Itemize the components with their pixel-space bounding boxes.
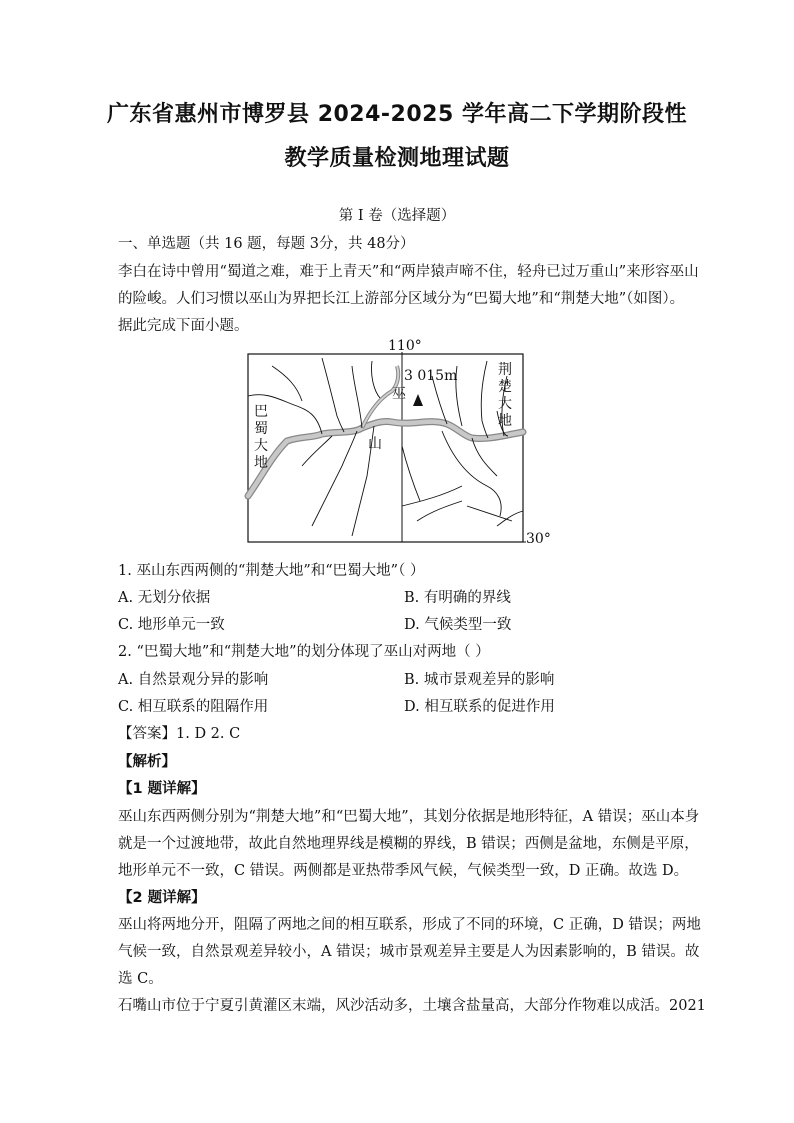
- map-shan-label: 山: [368, 436, 382, 452]
- wushan-map: [242, 336, 558, 550]
- answer-line: 【答案】1. D 2. C: [118, 726, 241, 742]
- detail-2-line: 气候一致，自然景观差异较小，A 错误；城市景观差异主要是人为因素影响的，B 错误。故: [118, 944, 700, 960]
- map-bashu-label: 地: [254, 455, 268, 471]
- detail-1-line: 地形单元不一致，C 错误。两侧都是亚热带季风气候，气候类型一致，D 正确。故选 D。: [118, 863, 689, 879]
- map-peak-label: 3 015m: [404, 368, 458, 384]
- next-passage-line: 石嘴山市位于宁夏引黄灌区末端，风沙活动多，土壤含盐量高，大部分作物难以成活。2021: [118, 998, 706, 1014]
- map-lon-label: 110°: [388, 338, 422, 354]
- map-wu-label: 巫: [392, 386, 406, 402]
- detail-1-heading: 【1 题详解】: [118, 781, 206, 797]
- map-jingchu-label: 地: [498, 413, 512, 429]
- q1-option-c: C. 地形单元一致: [118, 617, 225, 633]
- detail-1-line: 巫山东西两侧分别为“荆楚大地”和“巴蜀大地”，其划分依据是地形特征，A 错误；巫山本身: [118, 809, 700, 825]
- q1-option-d: D. 气候类型一致: [404, 617, 512, 633]
- intro-line: 据此完成下面小题。: [118, 318, 249, 334]
- q2-option-a: A. 自然景观分异的影响: [118, 672, 269, 688]
- map-jingchu-label: 荆: [498, 362, 512, 378]
- map-bashu-label: 蜀: [254, 421, 268, 437]
- page-title-line-2: 教学质量检测地理试题: [284, 146, 510, 171]
- map-frame: [248, 354, 523, 542]
- q2-option-d: D. 相互联系的促进作用: [404, 699, 555, 715]
- detail-2-line: 选 C。: [118, 971, 163, 987]
- q2-option-b: B. 城市景观差异的影响: [404, 672, 555, 688]
- analysis-heading: 【解析】: [118, 754, 176, 770]
- map-jingchu-label: 楚: [498, 379, 512, 395]
- map-bashu-label: 巴: [254, 404, 268, 420]
- q1-option-a: A. 无划分依据: [118, 590, 211, 606]
- q1-stem: 1. 巫山东西两侧的“荆楚大地”和“巴蜀大地”（ ）: [118, 563, 425, 579]
- q1-option-b: B. 有明确的界线: [404, 590, 511, 606]
- map-bashu-label: 大: [254, 438, 268, 454]
- intro-line: 的险峻。人们习惯以巫山为界把长江上游部分区域分为“巴蜀大地”和“荆楚大地”（如图）。: [118, 291, 685, 307]
- section-heading: 第 I 卷（选择题）: [338, 208, 456, 224]
- part-heading: 一、单选题（共 16 题，每题 3分，共 48分）: [118, 236, 415, 252]
- q2-stem: 2. “巴蜀大地”和“荆楚大地”的划分体现了巫山对两地（ ）: [118, 644, 490, 660]
- page-title-line-1: 广东省惠州市博罗县 2024-2025 学年高二下学期阶段性: [107, 102, 687, 127]
- intro-line: 李白在诗中曾用“蜀道之难，难于上青天”和“两岸猿声啼不住，轻舟已过万重山”来形容巫山: [118, 264, 699, 280]
- detail-1-line: 就是一个过渡地带，故此自然地理界线是模糊的界线，B 错误；西侧是盆地，东侧是平原，: [118, 836, 699, 852]
- peak-marker: [413, 394, 423, 406]
- detail-2-line: 巫山将两地分开，阻隔了两地之间的相互联系，形成了不同的环境，C 正确，D 错误；两地: [118, 917, 701, 933]
- detail-2-heading: 【2 题详解】: [118, 890, 206, 906]
- map-jingchu-label: 大: [498, 396, 512, 412]
- map-lat-label: 30°: [526, 531, 551, 547]
- q2-option-c: C. 相互联系的阻隔作用: [118, 699, 269, 715]
